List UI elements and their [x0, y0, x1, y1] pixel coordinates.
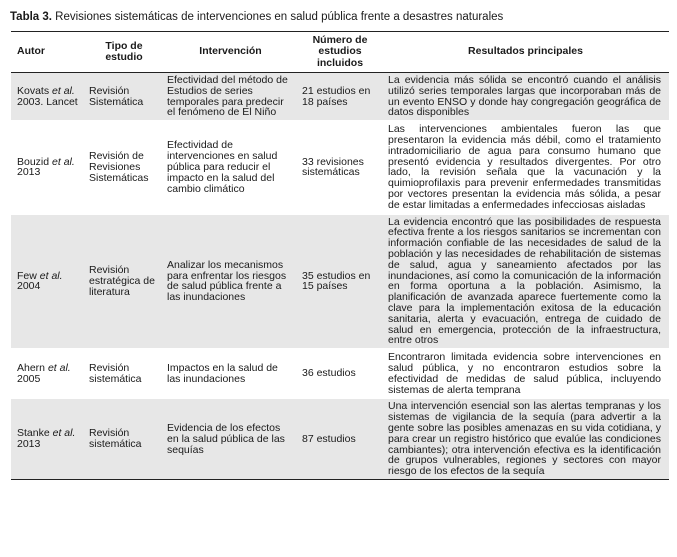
- cell-numero: 33 revisiones sistemáticas: [302, 155, 364, 179]
- cell-intervencion: Efectividad de intervenciones en salud pública para reducir el impacto en la salud del cambio climático: [167, 139, 278, 195]
- cell-numero: 87 estudios: [298, 398, 382, 479]
- cell-tipo: Revisión Sistemática: [85, 73, 163, 122]
- cell-resultados: La evidencia encontró que las posibilidades de respuesta efectiva frente a los riesgos sanitarios se incrementan con información confiable de las necesidades de salud de la población y las necesidades de rehabilitación de sistemas de salud, agua y saneamiento afectados por las inundaciones, así como la comunicación de la información en forma oportuna a la población. Asimismo, la planificación de avanzada aparece fuertemente como la clave para la implementación exitosa de la educación sanitaria, alerta y evacuación, entrega de cuidado de salud en emergencia, protección de la infraestructura, entre otros: [382, 214, 669, 350]
- table-caption: [10, 10, 503, 24]
- cell-intervencion: Impactos en la salud de las inundaciones: [167, 361, 278, 385]
- cell-tipo: Revisión estratégica de literatura: [85, 214, 163, 350]
- cell-resultados: Una intervención esencial son las alertas tempranas y los sistemas de vigilancia de la sequía (para advertir a la gente sobre las posibles amenazas en su vida cotidiana, y para crear un registro histórico que evalúe las condiciones cambiantes); otra intervención efectiva es la identificación de grupos vulnerables, regiones y sectores con mayor riesgo de los efectos de la sequía: [382, 398, 669, 479]
- table-row: [11, 121, 669, 213]
- cell-resultados: Las intervenciones ambientales fueron las que presentaron la evidencia más débil, como el tratamiento intradomiciliario de agua para consumo humano que presentó evidencia y resultados divergentes. Por otro lado, la revisión señala que la vacunación y la quimioprofilaxis para prevenir enfermedades transmitidas por vectores presentan la evidencia más sólida, a pesar de estar limitadas a enfermedades infecciosas aisladas: [388, 123, 661, 211]
- cell-intervencion: Analizar los mecanismos para enfrentar los riesgos de salud pública frente a las inundaciones: [163, 214, 298, 350]
- cell-resultados: La evidencia más sólida se encontró cuando el análisis utilizó series temporales largas que incorporaban más de un evento ENSO y donde hay congregación geográfica de datos disponibles: [382, 73, 669, 122]
- header-tipo-de-estudio: Tipo de estudio: [105, 39, 143, 63]
- cell-resultados: Encontraron limitada evidencia sobre intervenciones en salud pública, y no encontraron estudios sobre la efectividad de medidas de salud pública, incluyendo sistemas de alerta temprana: [388, 351, 661, 396]
- table-row: [11, 73, 669, 122]
- header-intervencion: Intervención: [199, 45, 262, 58]
- cell-intervencion: Efectividad del método de Estudios de series temporales para predecir el fenómeno de El Niño: [163, 73, 298, 122]
- header-autor: Autor: [17, 45, 45, 58]
- cell-tipo: Revisión sistemática: [85, 398, 163, 479]
- cell-autor: Bouzid et al. 2013: [17, 155, 75, 179]
- cell-tipo: Revisión de Revisiones Sistemáticas: [89, 150, 149, 184]
- cell-autor: Kovats et al. 2003. Lancet: [11, 73, 85, 122]
- table-row: [11, 214, 669, 350]
- table-row: [11, 349, 669, 398]
- cell-autor: Ahern et al. 2005: [17, 361, 71, 385]
- cell-autor: Few et al. 2004: [11, 214, 85, 350]
- systematic-reviews-table: [11, 31, 669, 480]
- header-numero-de-estudios: Número de estudios incluidos: [312, 33, 368, 69]
- table-caption-text: Revisiones sistemáticas de intervenciones en salud pública frente a desastres naturales: [51, 11, 504, 23]
- cell-tipo: Revisión sistemática: [89, 361, 142, 385]
- cell-numero: 21 estudios en 18 países: [298, 73, 382, 122]
- table-row: [11, 398, 669, 479]
- cell-numero: 35 estudios en 15 países: [298, 214, 382, 350]
- table-header-row: [11, 32, 669, 73]
- table-caption-label: Tabla 3.: [10, 11, 52, 23]
- cell-intervencion: Evidencia de los efectos en la salud pública de las sequías: [163, 398, 298, 479]
- cell-numero: 36 estudios: [302, 367, 356, 380]
- header-resultados: Resultados principales: [468, 45, 583, 58]
- cell-autor: Stanke et al. 2013: [11, 398, 85, 479]
